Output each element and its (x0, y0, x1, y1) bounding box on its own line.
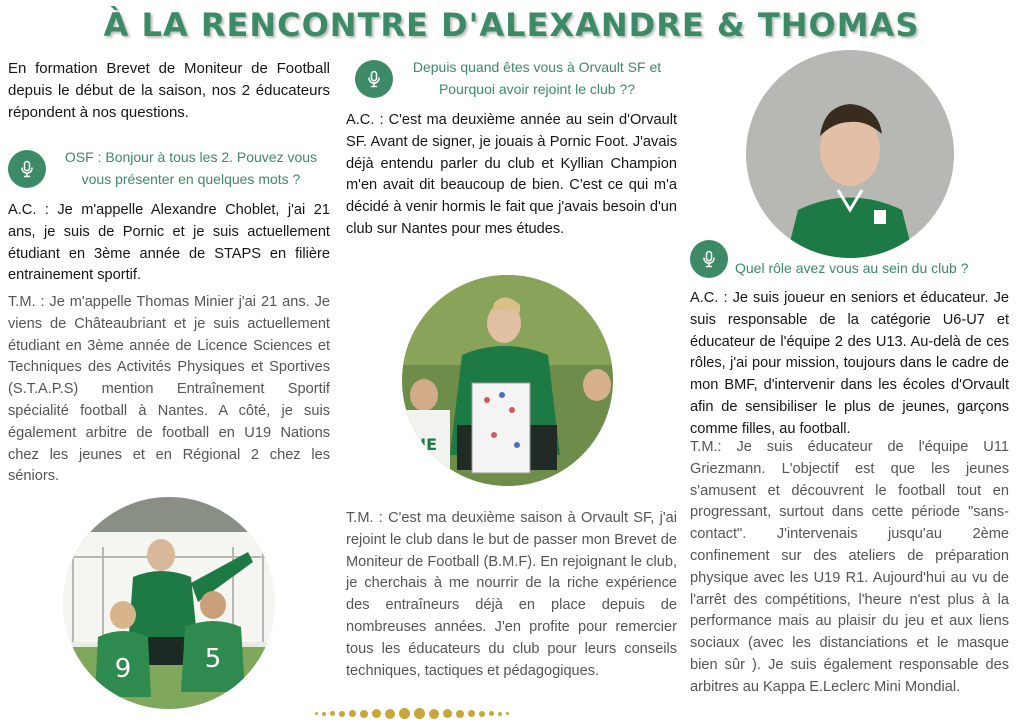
microphone-glyph (699, 249, 719, 269)
intro-text: En formation Brevet de Moniteur de Football depuis le début de la saison, nos 2 éducateurs répondent à nos questions. (8, 60, 330, 121)
photo-training-kids (63, 497, 275, 709)
page-title: À LA RENCONTRE D'ALEXANDRE & THOMAS (103, 6, 920, 44)
decorative-dots (315, 708, 509, 719)
question-1: OSF : Bonjour à tous les 2. Pouvez vous vous présenter en quelques mots ? (64, 149, 318, 187)
photo-coach-portrait (746, 50, 954, 258)
microphone-glyph (17, 159, 37, 179)
question-3: Quel rôle avez vous au sein du club ? (735, 260, 969, 276)
jersey-text: GIE (406, 435, 438, 454)
mic-icon (355, 60, 393, 98)
answer-1-ac: A.C. : Je m'appelle Alexandre Choblet, j'ai 21 ans, je suis de Pornic et je suis actuellement étudiant en 3ème année de STAPS en filière entrainement sportif. (8, 202, 330, 284)
answer-1-tm: T.M. : Je m'appelle Thomas Minier j'ai 21 ans. Je viens de Châteaubriant et je suis actuellement étudiant en 3ème année de Licence Sciences et Techniques des Activités Physiques et Sportives (S.T.A.P.S) mention Entraînement Sportif spécialité football à Nantes. A côté, je suis également arbitre de football en U19 Nations chez les jeunes et en Régional 2 chez les séniors. (8, 294, 330, 485)
jersey-number-9: 9 (114, 654, 132, 684)
answer-3-ac: A.C. : Je suis joueur en seniors et éducateur. Je suis responsable de la catégorie U6-U7 et éducateur de l'équipe 2 des U13. Au-delà de ces rôles, j'ai pour mission, toujours dans le cadre de mon BMF, d'intervenir dans les écoles d'Orvault afin de sensibiliser le plus de jeunes, garçons comme filles, au football. (690, 290, 1009, 437)
answer-2-tm: T.M. : C'est ma deuxième saison à Orvault SF, j'ai rejoint le club dans le but de passer mon Brevet de Moniteur de Football (B.M.F). En rejoignant le club, je cherchais à me nourrir de la riche expérience des entraîneurs déjà en place depuis de nombreuses années. J'en profite pour remercier tous les éducateurs du club pour leurs conseils techniques, tactiques et pédagogiques. (346, 510, 677, 679)
mic-icon (8, 150, 46, 188)
answer-2-ac: A.C. : C'est ma deuxième année au sein d'Orvault SF. Avant de signer, je jouais à Pornic Foot. J'avais déjà entendu parler du club et Kyllian Champion m'en avait dit beaucoup de bien. C'est ce qui m'a décidé à venir hormis le fait que j'avais besoin d'un club sur Nantes pour mes études. (346, 112, 677, 237)
question-2: Depuis quand êtes vous à Orvault SF et Pourquoi avoir rejoint le club ?? (412, 59, 662, 97)
photo-coach-clipboard (402, 275, 613, 486)
answer-3-tm: T.M.: Je suis éducateur de l'équipe U11 Griezmann. L'objectif est que les jeunes s'amusent et découvrent le football tout en progressant, surtout dans cette période "sans-contact". J'intervenais jusqu'au 2ème confinement sur des ateliers de préparation physique avec les U19 R1. Aujourd'hui au vu de l'arrêt des compétitions, l'heure n'est plus à la performance mais au plaisir du jeu et aux liens sociaux (avec les distanciations et le masque bien sûr ). Je suis également responsable des arbitres au Kappa E.Leclerc Mini Mondial. (690, 439, 1009, 695)
jersey-number-5: 5 (204, 644, 222, 674)
microphone-glyph (364, 69, 384, 89)
mic-icon (690, 240, 728, 278)
